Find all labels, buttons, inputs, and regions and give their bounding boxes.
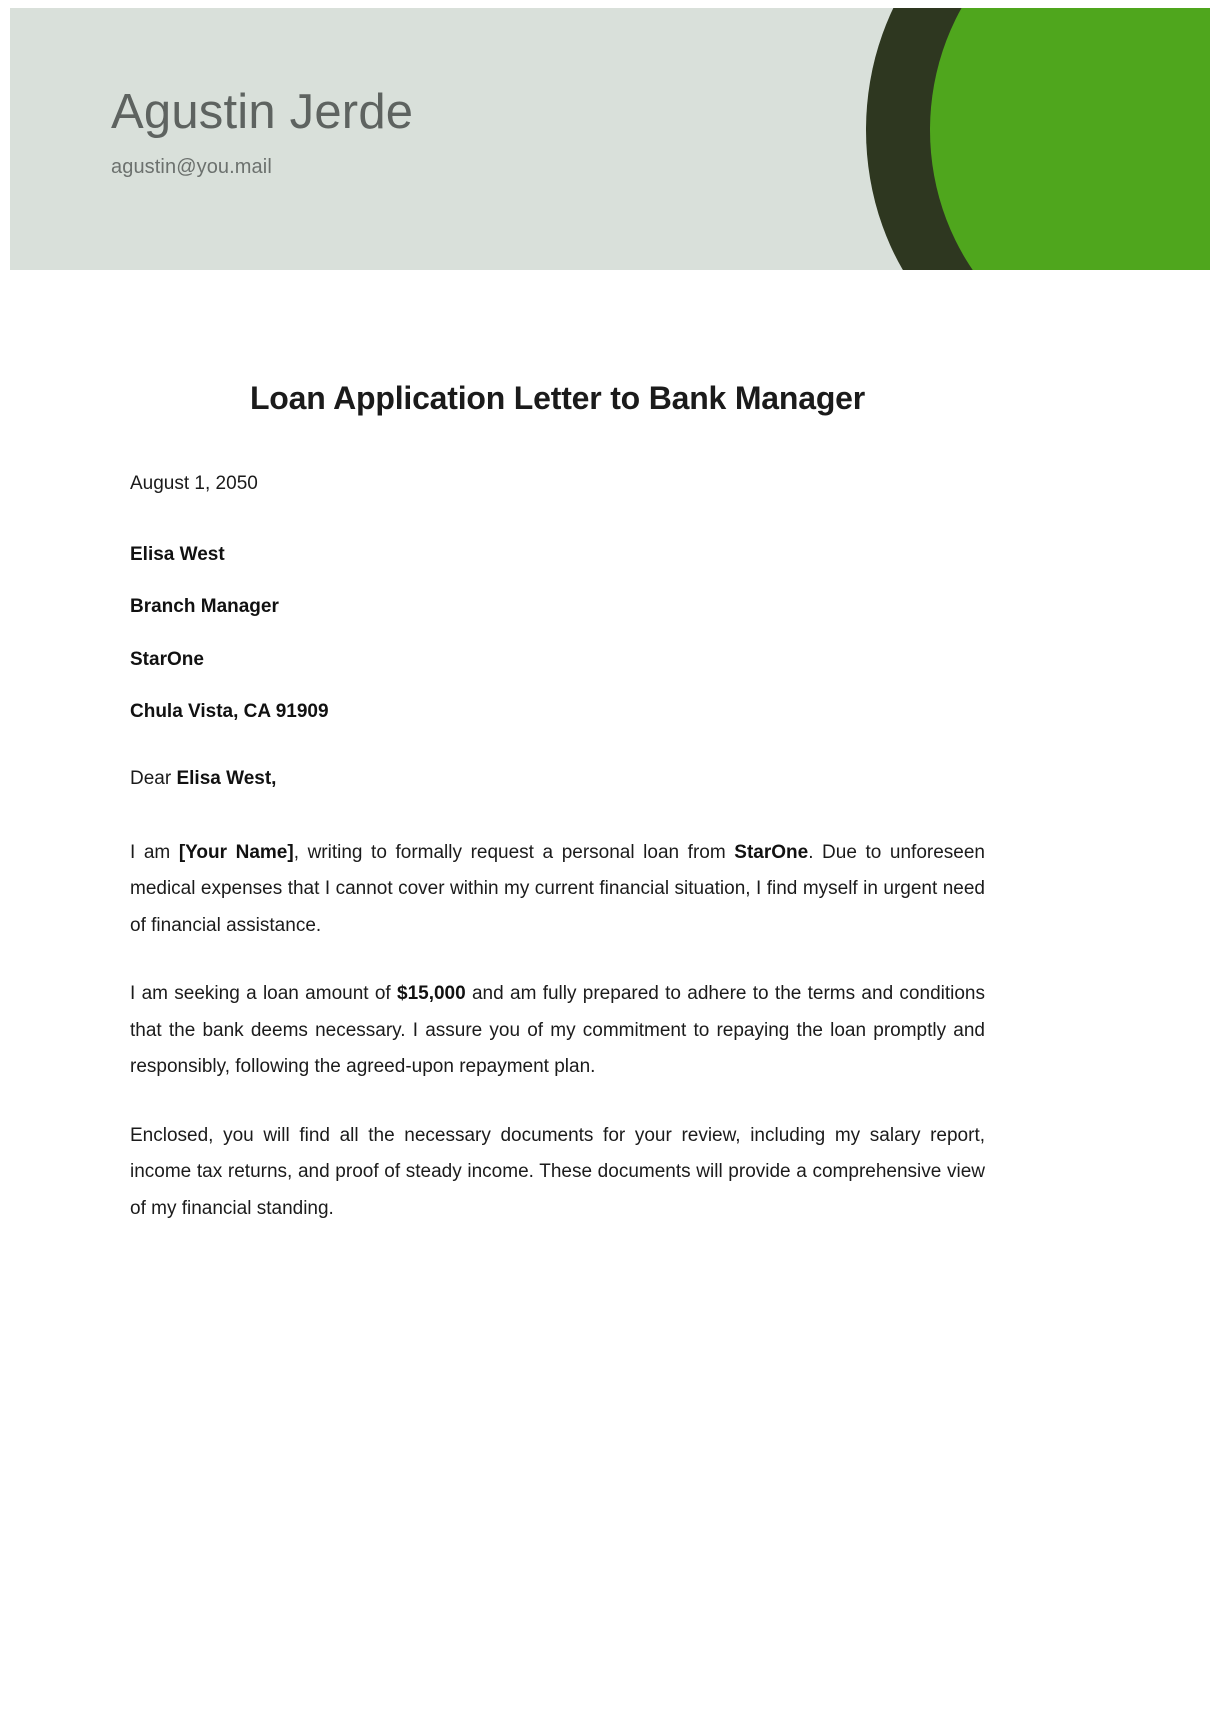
salutation-line [130, 765, 985, 794]
recipient-name: Elisa West [130, 543, 225, 565]
recipient-address-block [130, 541, 985, 727]
recipient-location: Chula Vista, CA 91909 [130, 701, 329, 722]
paragraph-text: . Due to unforeseen medical expenses that I cannot cover within my current financial situation, I find myself in urgent need of financial assistance. [130, 842, 985, 936]
paragraph-text: I am [130, 842, 179, 863]
recipient-organization: StarOne [130, 648, 204, 670]
sender-name: Agustin Jerde [111, 85, 414, 139]
letter-paragraph [130, 835, 985, 944]
letter-content [130, 378, 985, 1227]
paragraph-text: and am fully prepared to adhere to the terms and conditions that the bank deems necessary. I assure you of my commitment to repaying the loan promptly and responsibly, following the agreed-upon repayment plan. [130, 983, 985, 1078]
paragraph-text: Enclosed, you will find all the necessary documents for your review, including my salary report, income tax returns, and proof of steady income. These documents will provide a comprehensive view of my financial standing. [130, 1124, 985, 1219]
emphasized-text: [Your Name] [178, 842, 294, 863]
letter-paragraph [130, 976, 985, 1085]
letter-date: August 1, 2050 [130, 473, 258, 494]
letterhead-banner [10, 8, 1210, 270]
letterhead-text-block [111, 86, 413, 179]
recipient-title: Branch Manager [130, 596, 279, 617]
letter-paragraph [130, 1118, 985, 1227]
sender-email: agustin@you.mail [111, 155, 272, 178]
paragraph-text: I am seeking a loan amount of [130, 983, 397, 1005]
paragraph-text: , writing to formally request a personal loan from [293, 842, 735, 863]
letter-body [130, 835, 985, 1227]
green-circle-decoration-icon [930, 8, 1210, 270]
emphasized-text: $15,000 [397, 983, 466, 1005]
salutation-name: Elisa West, [176, 767, 277, 789]
emphasized-text: StarOne [734, 842, 809, 863]
salutation-prefix: Dear [130, 767, 177, 789]
document-title: Loan Application Letter to Bank Manager [249, 380, 866, 416]
